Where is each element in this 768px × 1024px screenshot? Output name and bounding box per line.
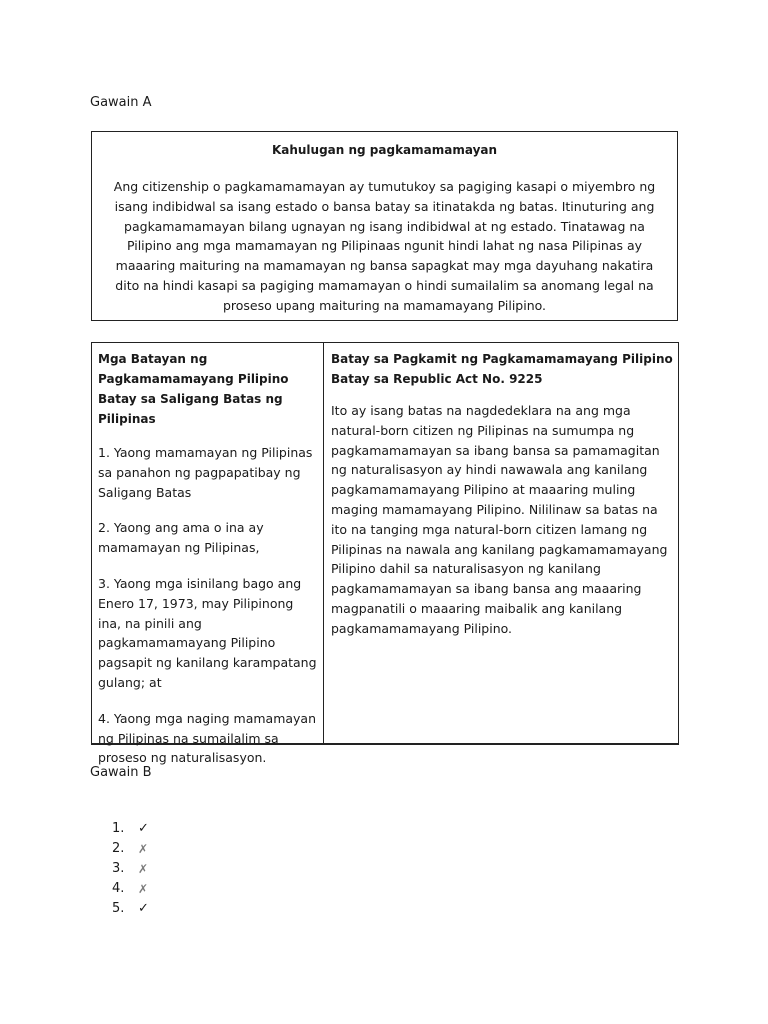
constitution-basis-column [92, 343, 324, 766]
cross-icon: ✗ [138, 862, 149, 876]
check-icon: ✓ [138, 821, 149, 836]
definition-body: Ang citizenship o pagkamamamayan ay tumutukoy sa pagiging kasapi o miyembro ng isang indibidwal sa isang estado o bansa batay sa itinatakda ng batas. Itinuturing ang pagkamamamayan bilang ugnayan ng isang indibidwal at ng estado. Tinatawag na Pilipino ang mga mamamayan ng Pilipinaas ngunit hindi lahat ng nasa Pilipinas ay maaaring maituring na mamamayan ng bansa sapagkat may mga dayuhang nakatira dito na hindi kasapi sa pagiging mamamayan o hindi sumailalim sa anomang legal na proseso upang maituring na mamamayang Pilipino. [113, 179, 656, 313]
list-item: 2. Yaong ang ama o ina ay mamamayan ng Pilipinas, [98, 520, 264, 556]
list-item: 4. Yaong mga naging mamamayan ng Pilipinas na sumailalim sa proseso ng naturalisasyon. [98, 710, 317, 766]
cross-icon: ✗ [138, 842, 149, 856]
list-item: 3. Yaong mga isinilang bago ang Enero 17, 1973, may Pilipinong ina, na pinili ang pagkamamamayang Pilipino pagsapit ng kanilang karampatang gulang; at [98, 575, 317, 690]
gawain-b-heading: Gawain B [90, 765, 152, 780]
definition-box [91, 131, 678, 321]
answer-number: 2. [112, 841, 125, 856]
gawain-a-heading: Gawain A [90, 95, 152, 110]
answer-number: 5. [112, 901, 125, 916]
constitution-basis-title: Mga Batayan ng Pagkamamamayang Pilipino Batay sa Saligang Batas ng Pilipinas [98, 352, 289, 426]
answer-item [112, 839, 149, 859]
answer-item [112, 899, 149, 919]
answer-number: 4. [112, 881, 125, 896]
citizenship-table [91, 342, 679, 766]
republic-act-column [324, 343, 678, 743]
answer-number: 3. [112, 861, 125, 876]
cross-icon: ✗ [138, 882, 149, 896]
answer-list [112, 819, 149, 919]
check-icon: ✓ [138, 901, 149, 916]
list-item: 1. Yaong mamamayan ng Pilipinas sa panahon ng pagpapatibay ng Saligang Batas [98, 445, 313, 500]
answer-number: 1. [112, 821, 125, 836]
answer-item [112, 859, 149, 879]
definition-title: Kahulugan ng pagkamamamayan [271, 143, 498, 157]
republic-act-body: Ito ay isang batas na nagdedeklara na ang mga natural-born citizen ng Pilipinas na sumumpa ng pagkamamamayan sa ibang bansa sa pamamagitan ng naturalisasyon ay hindi nawawala ang kanilang pagkamamamayang Pilipino at maaaring muling maging mamamayang Pilipino. Nililinaw sa batas na ito na tanging mga natural-born citizen lamang ng Pilipinas na nawala ang kanilang pagkamamamayang Pilipino dahil sa naturalisasyon ng kanilang pagkamamamayan sa ibang bansa ang maaaring magpanatili o maaaring maibalik ang kanilang pagkamamamayang Pilipino. [331, 403, 668, 636]
answer-item [112, 819, 149, 839]
republic-act-title: Batay sa Pagkamit ng Pagkamamamayang Pilipino Batay sa Republic Act No. 9225 [331, 352, 673, 386]
answer-item [112, 879, 149, 899]
